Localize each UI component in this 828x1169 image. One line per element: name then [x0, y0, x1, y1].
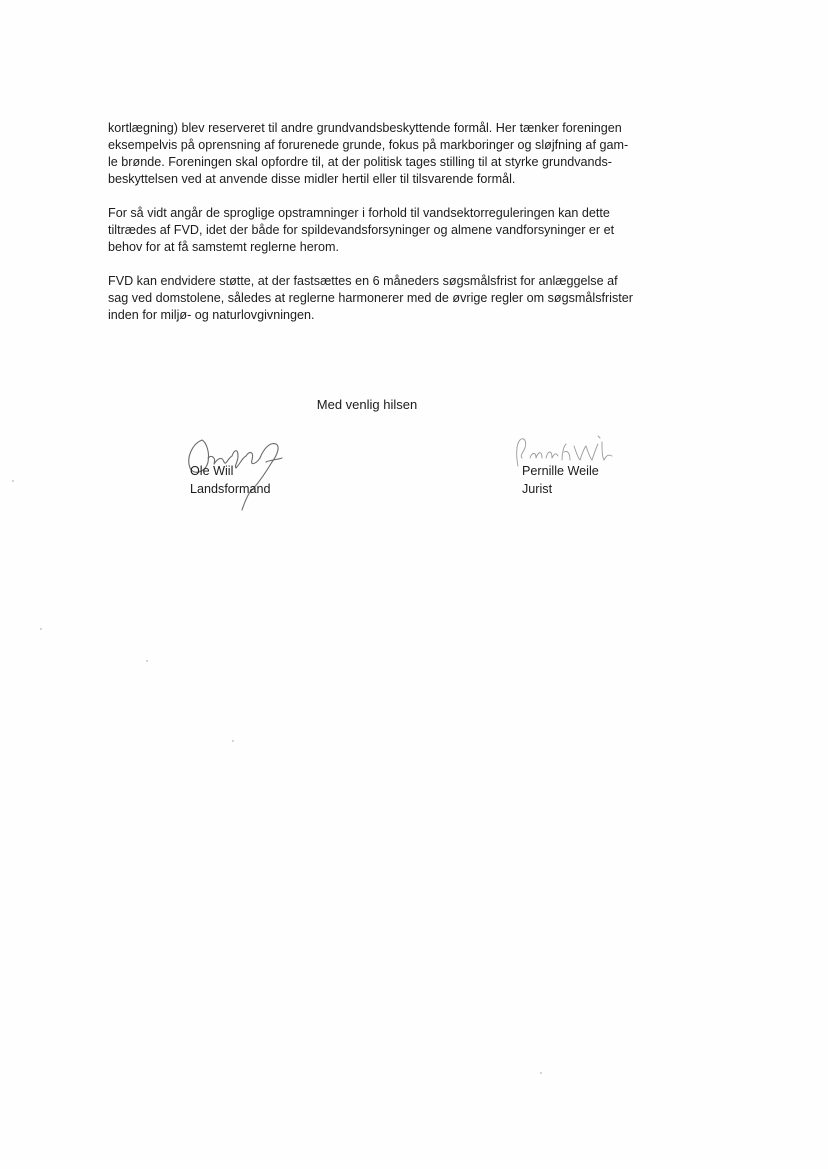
scan-speck	[540, 1072, 542, 1074]
paragraph-line: For så vidt angår de sproglige opstramninger i forhold til vandsektorreguleringen kan dette	[108, 206, 610, 220]
paragraph-line: beskyttelsen ved at anvende disse midler hertil eller til tilsvarende formål.	[108, 172, 516, 186]
signatory-right	[522, 462, 599, 498]
scan-speck	[12, 480, 14, 482]
paragraph-line: sag ved domstolene, således at reglerne harmonerer med de øvrige regler om søgsmålsfrister	[108, 291, 633, 305]
signatory-title: Jurist	[522, 482, 553, 496]
letter-body	[108, 120, 668, 341]
closing-greeting	[0, 396, 828, 413]
paragraph-line: behov for at få samstemt reglerne herom.	[108, 240, 339, 254]
scan-speck	[40, 628, 42, 630]
signatory-name: Pernille Weile	[522, 464, 599, 478]
paragraph-line: eksempelvis på oprensning af forurenede grunde, fokus på markboringer og sløjfning af gam-	[108, 138, 629, 152]
signatory-name: Ole Wiil	[190, 464, 234, 478]
scan-speck	[232, 740, 234, 742]
closing-text: Med venlig hilsen	[316, 397, 418, 412]
scan-speck	[146, 660, 148, 662]
paragraph-line: kortlægning) blev reserveret til andre grundvandsbeskyttende formål. Her tænker foreningen	[108, 121, 622, 135]
paragraph-1	[108, 120, 668, 188]
signatory-title: Landsformand	[190, 482, 271, 496]
paragraph-line: le brønde. Foreningen skal opfordre til, at der politisk tages stilling til at styrke grundvands-	[108, 155, 612, 169]
signatory-left	[190, 462, 271, 498]
paragraph-line: FVD kan endvidere støtte, at der fastsættes en 6 måneders søgsmålsfrist for anlæggelse af	[108, 274, 618, 288]
paragraph-3	[108, 273, 668, 324]
paragraph-line: tiltrædes af FVD, idet der både for spildevandsforsyninger og almene vandforsyninger er et	[108, 223, 615, 237]
paragraph-line: inden for miljø- og naturlovgivningen.	[108, 308, 315, 322]
paragraph-2	[108, 205, 668, 256]
